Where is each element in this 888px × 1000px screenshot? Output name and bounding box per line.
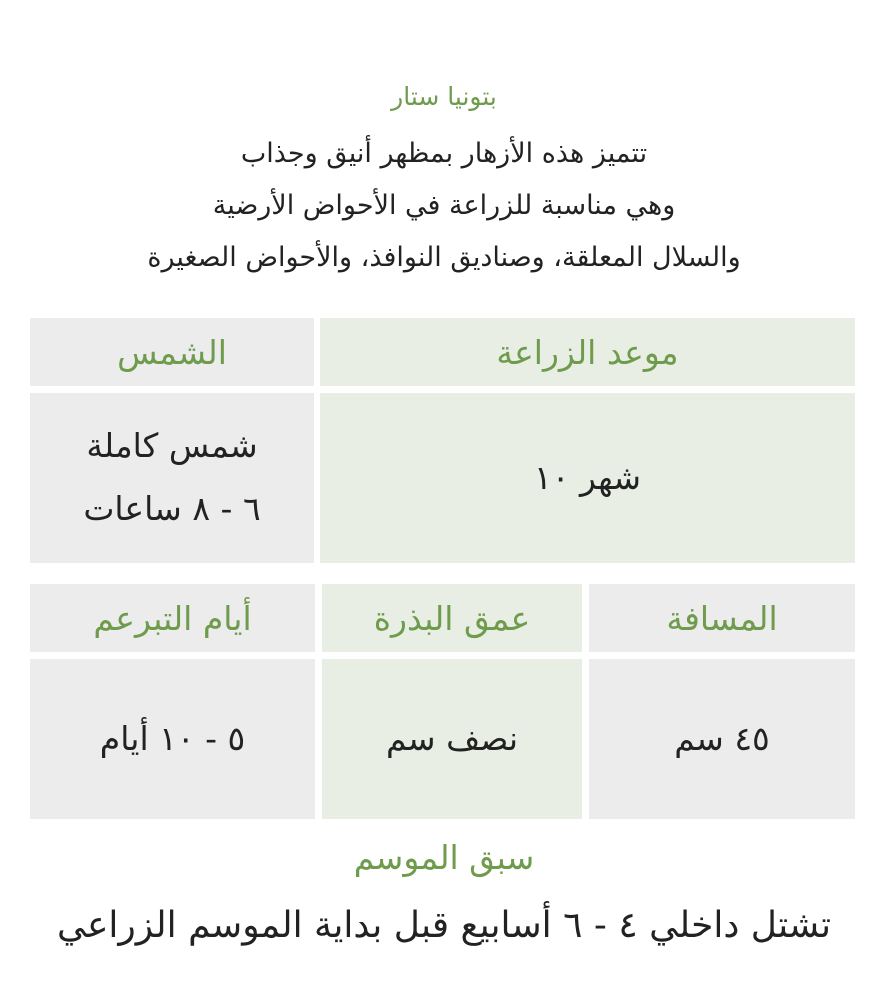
description-line-3: والسلال المعلقة، وصناديق النوافذ، والأحواض الصغيرة [147, 242, 741, 273]
sun-value-line-1: شمس كاملة [86, 426, 258, 466]
planting-time-value: شهر ١٠ [534, 457, 642, 497]
spacing-header-cell [589, 584, 855, 652]
seed-depth-header-cell [322, 584, 582, 652]
spacing-header: المسافة [666, 598, 778, 638]
germination-value-cell [30, 659, 315, 819]
description-line-2: وهي مناسبة للزراعة في الأحواض الأرضية [212, 190, 676, 221]
germination-header: أيام التبرعم [93, 598, 252, 638]
spacing-value: ٤٥ سم [674, 718, 770, 758]
planting-time-header: موعد الزراعة [496, 332, 679, 372]
seed-depth-header: عمق البذرة [373, 598, 531, 638]
planting-time-value-cell [320, 393, 855, 563]
seed-depth-value: نصف سم [385, 718, 519, 758]
planting-time-header-cell [320, 318, 855, 386]
sun-header: الشمس [117, 332, 227, 372]
germination-value: ٥ - ١٠ أيام [99, 718, 246, 758]
season-start-text: تشتل داخلي ٤ - ٦ أسابيع قبل بداية الموسم الزراعي [56, 905, 832, 946]
plant-title: بتونيا ستار [391, 82, 497, 111]
sun-header-cell [30, 318, 314, 386]
season-start-header: سبق الموسم [353, 838, 535, 877]
germination-header-cell [30, 584, 315, 652]
seed-depth-value-cell [322, 659, 582, 819]
description-line-1: تتميز هذه الأزهار بمظهر أنيق وجذاب [240, 138, 648, 169]
sun-value-cell [30, 393, 314, 563]
spacing-value-cell [589, 659, 855, 819]
sun-value-line-2: ٦ - ٨ ساعات [83, 489, 261, 528]
